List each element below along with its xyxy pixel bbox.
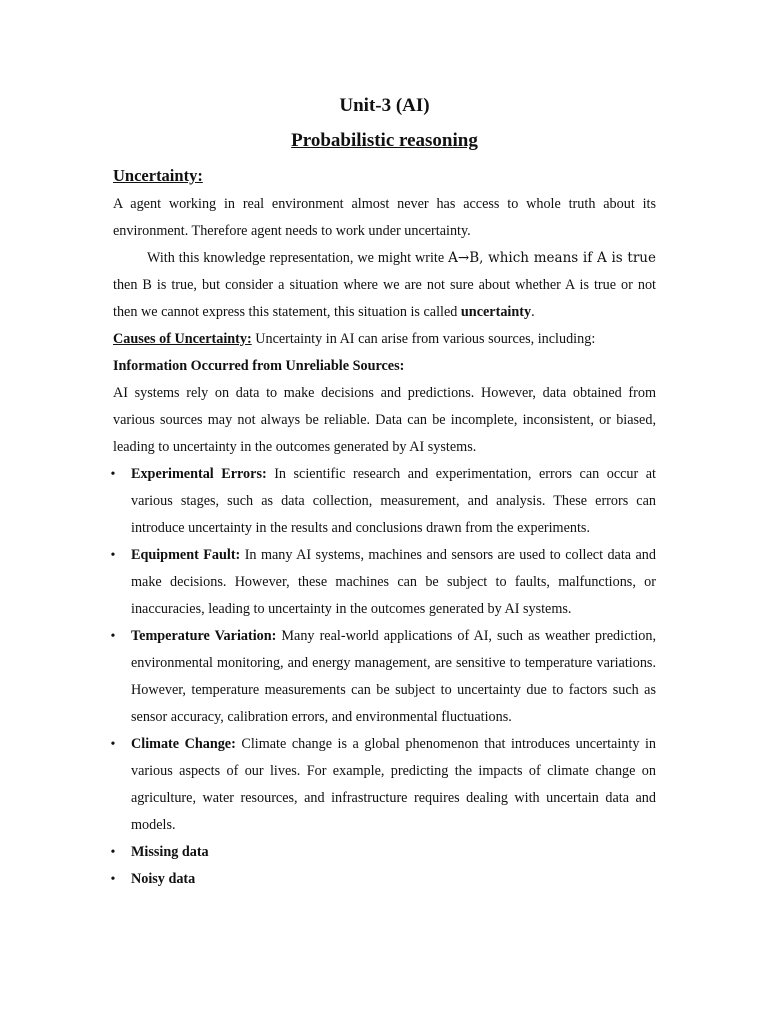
list-item [110,623,656,731]
bullet-icon: • [110,629,116,644]
bullet-icon: • [110,845,116,860]
paragraph-text: With this knowledge representation, we might write [147,250,449,266]
list-item-label: Equipment Fault: [131,547,241,563]
list-item-body [131,731,656,839]
list-item-label: Missing data [131,844,209,860]
list-item-body [131,866,656,893]
list-item-label: Temperature Variation: [131,628,277,644]
list-item [110,866,656,893]
causes-list [110,461,656,893]
paragraph-agent-environment: A agent working in real environment almost never has access to whole truth about its environment. Therefore agent needs to work under uncertainty. [113,196,656,239]
subheading-unreliable-sources: Information Occurred from Unreliable Sources: [113,358,405,374]
bullet-icon: • [110,467,116,482]
list-item-text: In scientific research and experimentation, errors can occur at various stages, such as data collection, measurement, and analysis. These errors can introduce uncertainty in the results and conclusions drawn from the experiments. [131,466,656,536]
paragraph-knowledge-representation [113,245,656,326]
causes-label: Causes of Uncertainty: [113,331,252,347]
list-item-body [131,461,656,542]
bullet-icon: • [110,737,116,752]
list-item-label: Experimental Errors: [131,466,267,482]
paragraph-text: . [531,304,535,320]
bullet-icon: • [110,872,116,887]
section-heading-uncertainty: Uncertainty: [113,166,203,185]
causes-text: Uncertainty in AI can arise from various sources, including: [251,331,596,347]
list-item-text: In many AI systems, machines and sensors are used to collect data and make decisions. However, these machines can be subject to faults, malfunctions, or inaccuracies, leading to uncertainty in the outcomes generated by AI systems. [131,547,656,617]
implication-expression: A→B, which means if A is true [448,250,656,266]
uncertainty-term: uncertainty [460,304,532,320]
list-item-text: Climate change is a global phenomenon that introduces uncertainty in various aspects of our lives. For example, predicting the impacts of climate change on agriculture, water resources, and infrastructure requires dealing with uncertain data and models. [131,736,656,833]
list-item-text: Many real-world applications of AI, such as weather prediction, environmental monitoring, and energy management, are sensitive to temperature variations. However, temperature measurements can be subject to uncertainty due to factors such as sensor accuracy, calibration errors, and environmental fluctuations. [131,628,656,725]
list-item [110,839,656,866]
paragraph-text: then B is true, but consider a situation where we are not sure about whether A is true or not then we cannot express this statement, this situation is called [113,277,656,320]
unit-title: Unit-3 (AI) [339,95,430,116]
list-item-body [131,839,656,866]
list-item-label: Noisy data [131,871,196,887]
list-item [110,461,656,542]
paragraph-unreliable-sources: AI systems rely on data to make decisions and predictions. However, data obtained from various sources may not always be reliable. Data can be incomplete, inconsistent, or biased, leading to uncertainty in the outcomes generated by AI systems. [113,385,656,455]
main-title: Probabilistic reasoning [291,130,478,151]
list-item-label: Climate Change: [131,736,236,752]
list-item-body [131,542,656,623]
list-item [110,542,656,623]
list-item-body [131,623,656,731]
paragraph-causes [113,326,656,353]
list-item [110,731,656,839]
bullet-icon: • [110,548,116,563]
